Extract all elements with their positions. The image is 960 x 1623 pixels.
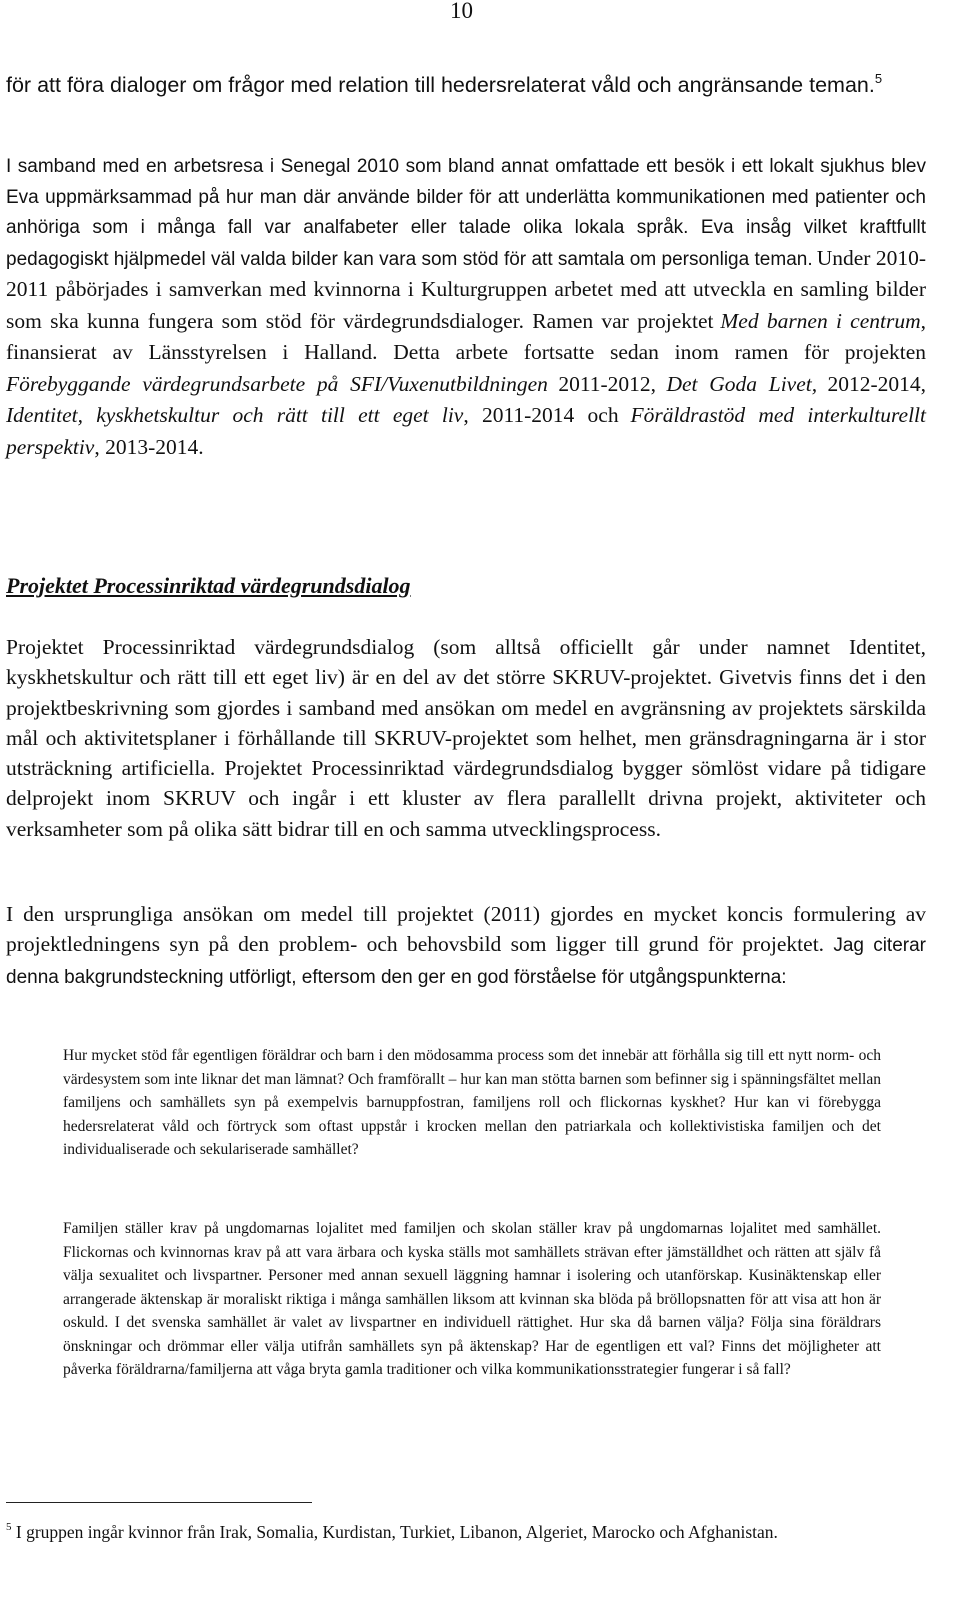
paragraph-senegal-text: I samband med en arbetsresa i Senegal 2010 som bland annat omfattade ett besök i ett lokalt sjukhus blev Eva uppmärksammad på hur man där använde bilder för att underlätta kommunikationen med patienter och anhöriga som i många fall var analfabeter eller talade olika lokala språk. Eva insåg vilket kraftfullt pedagogiskt hjälpmedel väl valda bilder kan vara som stöd för att samtala om personliga teman. [6, 156, 926, 270]
footnote-reference: 5 [874, 71, 883, 86]
paragraph-project-text: Under 2010-2011 påbörjades i samverkan med kvinnorna i Kulturgruppen arbetet med att utveckla en samling bilder som ska kunna fungera som stöd för värdegrundsdialoger. Ramen var projektet [6, 245, 927, 333]
paragraph-ansokan [6, 899, 926, 993]
project-title-forebyggande: Förebyggande värdegrundsarbete på SFI/Vuxenutbildningen [6, 371, 548, 396]
footnote-number: 5 [6, 1521, 12, 1533]
paragraph-ansokan-text: I den ursprungliga ansökan om medel till projektet (2011) gjordes en mycket koncis formulering av projektledningens syn på den problem- och behovsbild som ligger till grund för projektet. [6, 902, 926, 956]
project-years-2: 2012-2014, [827, 371, 927, 396]
paragraph-citat-intro: Jag citerar denna bakgrundsteckning utförligt, eftersom den ger en god förståelse för utgångspunkterna: [6, 935, 926, 988]
footnote-divider [6, 1502, 312, 1503]
project-title-med-barnen: Med barnen i centrum [720, 308, 921, 333]
section-heading: Projektet Processinriktad värdegrundsdialog [6, 573, 411, 598]
project-years-1: 2011-2012, [558, 371, 657, 396]
page-number: 10 [450, 0, 473, 23]
footnote-text: I gruppen ingår kvinnor från Irak, Somalia, Kurdistan, Turkiet, Libanon, Algeriet, Marocko och Afghanistan. [15, 1522, 778, 1542]
paragraph-processinriktad: Projektet Processinriktad värdegrundsdialog (som alltså officiellt går under namnet Identitet, kyskhetskultur och rätt till ett eget liv) är en del av det större SKRUV-projektet. Givetvis finns det i den projektbeskrivning som gjordes i samband med ansökan om medel en avgränsning av projektets särskilda mål och aktivitetsplaner i förhållande till SKRUV-projektet som helhet, men gränsdragningarna är i stor utsträckning artificiella. Projektet Processinriktad värdegrundsdialog bygger sömlöst vidare på tidigare delprojekt inom SKRUV och ingår i ett kluster av flera parallellt drivna projekt, aktiviteter och verksamheter som på olika sätt bidrar till en och samma utvecklingsprocess. [6, 635, 926, 841]
footnote [6, 1520, 886, 1545]
paragraph-intro-text: för att föra dialoger om frågor med relation till hedersrelaterat våld och angränsande teman. [6, 73, 875, 97]
paragraph-senegal [6, 152, 926, 464]
paragraph-intro [6, 71, 926, 99]
project-years-3: , 2011-2014 och [463, 403, 619, 427]
paragraph-project-text-2: , finansierat av Länsstyrelsen i Halland. Detta arbete fortsatte sedan inom ramen för projekten [6, 308, 927, 364]
project-title-identitet: Identitet, kyskhetskultur och rätt till ett eget liv [6, 403, 464, 427]
project-title-det-goda-livet: Det Goda Livet, [666, 371, 818, 396]
block-quote-1: Hur mycket stöd får egentligen föräldrar och barn i den mödosamma process som det innebär att förhålla sig till ett nytt norm- och värdesystem som inte liknar det man lämnat? Och framförallt – hur kan man stötta barnen som befinner sig i spänningsfältet mellan familjens och samhällets syn på exempelvis barnuppfostran, familjens roll och flickornas kyskhet? Hur kan vi förebygga hedersrelaterat våld och förtryck som oftast uppstår i krocken mellan den patriarkala och kollektivistiska familjen och det individualiserade och sekulariserade samhället? [63, 1047, 881, 1158]
project-years-4: , 2013-2014. [94, 434, 204, 459]
project-title-foraldrastod: Föräldrastöd med interkulturellt perspektiv [6, 403, 927, 459]
block-quote-2: Familjen ställer krav på ungdomarnas lojalitet med familjen och skolan ställer krav på ungdomarnas lojalitet med samhället. Flickornas och kvinnornas krav på att vara ärbara och kyska ställs mot samhällets strävan efter jämställdhet och rätten att själv få välja sexualitet och livspartner. Personer med annan sexuell läggning hamnar i isolering och utanförskap. Kusinäktenskap eller arrangerade äktenskap är moraliskt riktiga i många samhällen liksom att kvinnan ska blöda på bröllopsnatten för att visa att hon är oskuld. I det svenska samhället är valet av livspartner en individuell rättighet. Hur ska då barnen välja? Följa sina föräldrars önskningar och drömmar eller välja utifrån samhällets syn på äktenskap? Har de egentligen ett val? Finns det möjligheter att påverka föräldrarna/familjerna att våga bryta gamla traditioner och vilka kommunikationsstrategier fungerar i så fall? [63, 1220, 881, 1378]
